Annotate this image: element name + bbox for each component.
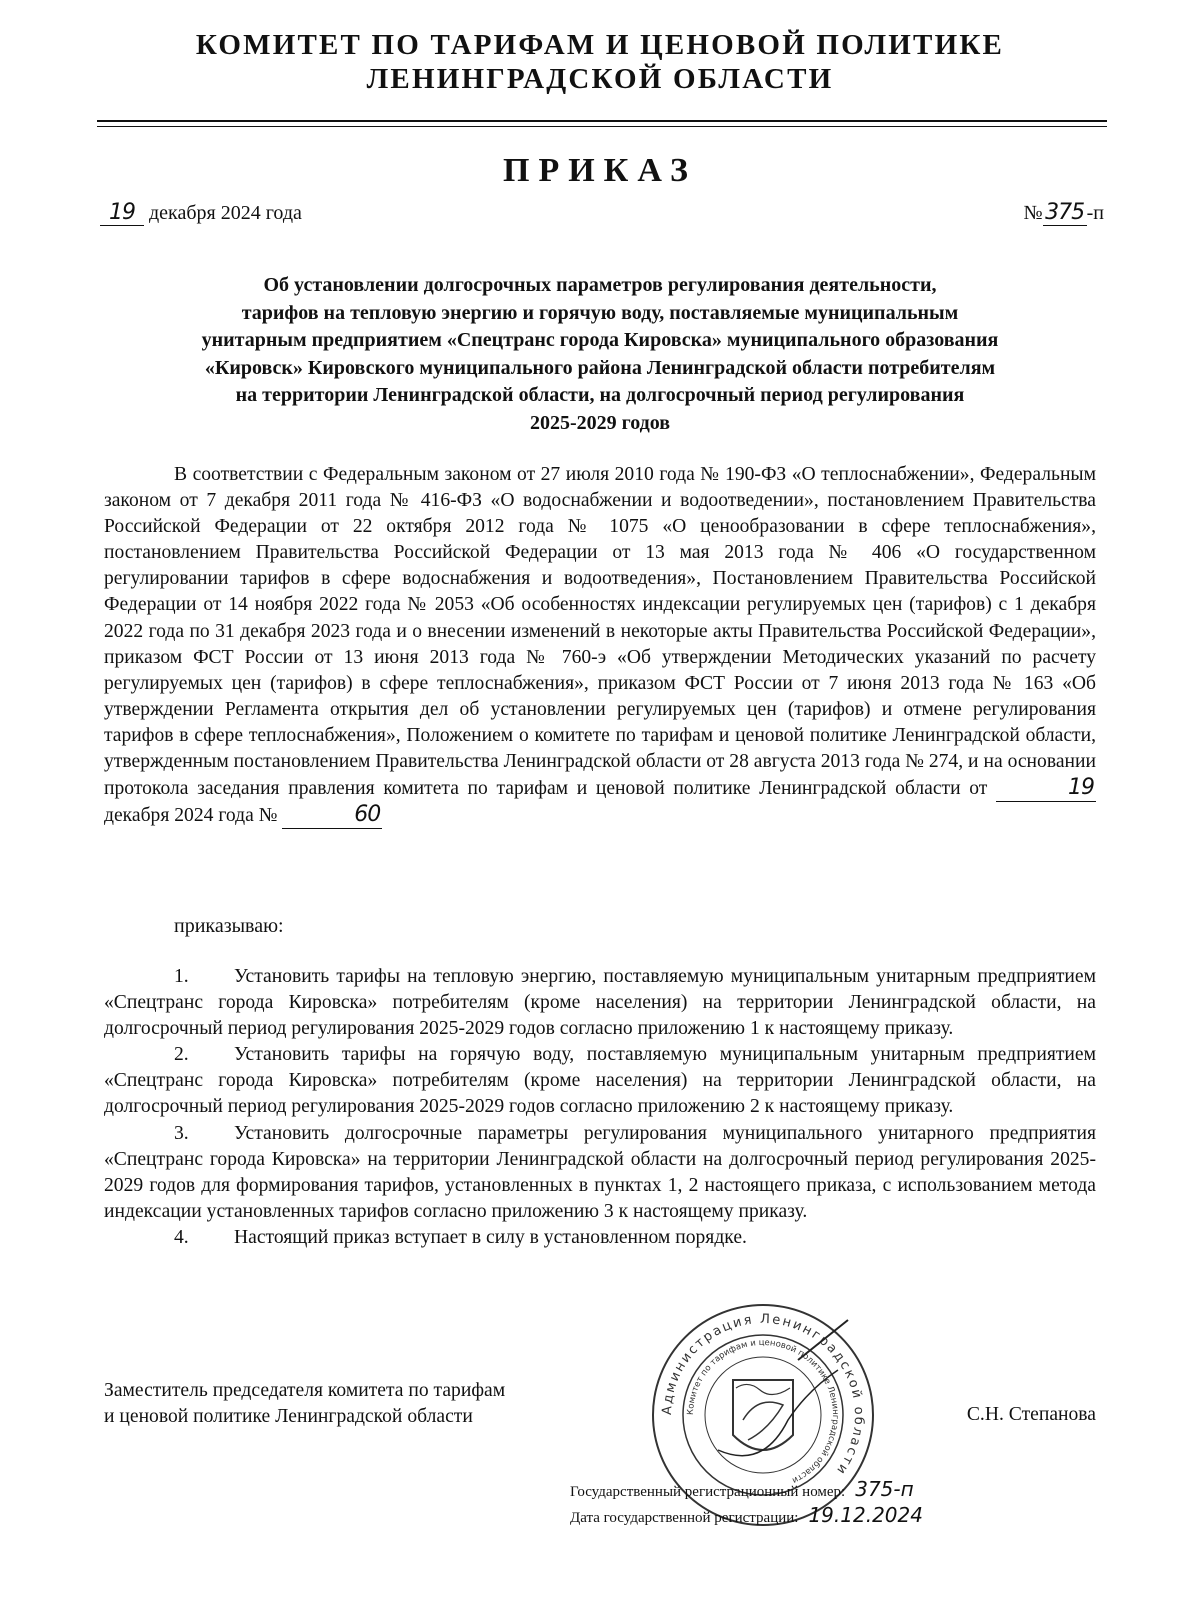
subject-line: 2025-2029 годов <box>529 411 671 434</box>
svg-text:Комитет по тарифам и ценовой п <box>686 1338 840 1485</box>
item-text: Установить долгосрочные параметры регулирования муниципального унитарного предприятия «Спецтранс города Кировска» на территории Ленинградской области на долгосрочный период регулирования 2025-2029 годов для формирования тарифов, установленных в пунктах 1, 2 настоящего приказа, с использованием метода индексации установленных тарифов согласно приложению 3 к настоящему приказу. <box>104 1122 1096 1222</box>
item-number: 2. <box>174 1044 189 1066</box>
organization-header <box>100 28 1100 96</box>
header-rule-thick <box>97 120 1107 122</box>
signatory-position <box>104 1378 505 1430</box>
item-text: Настоящий приказ вступает в силу в установленном порядке. <box>234 1226 747 1248</box>
order-date <box>100 200 302 226</box>
header-rule-thin <box>97 126 1107 127</box>
list-item <box>104 1042 1096 1120</box>
order-items <box>104 964 1096 1251</box>
preamble <box>104 462 1096 829</box>
signatory-name: С.Н. Степанова <box>966 1404 1096 1425</box>
org-line-1: КОМИТЕТ ПО ТАРИФАМ И ЦЕНОВОЙ ПОЛИТИКЕ <box>195 29 1005 61</box>
position-line-2: и ценовой политике Ленинградской области <box>104 1406 473 1427</box>
protocol-date-rest: декабря 2024 года № <box>104 805 278 827</box>
order-subject <box>130 272 1070 437</box>
list-item <box>104 964 1096 1042</box>
item-text: Установить тарифы на тепловую энергию, поставляемую муниципальным унитарным предприятием «Спецтранс города Кировска» потребителям (кроме населения) на территории Ленинградской области, на долгосрочный период регулирования 2025-2029 годов согласно приложению 1 к настоящему приказу. <box>104 966 1096 1040</box>
order-number <box>1024 200 1104 226</box>
order-word: приказываю: <box>174 915 284 937</box>
protocol-day-handwritten: 19 <box>996 775 1096 802</box>
subject-line: Об установлении долгосрочных параметров регулирования деятельности, <box>263 274 937 296</box>
stamp-inner-text: Комитет по тарифам и ценовой политике Ленинградской области <box>685 1337 841 1486</box>
registration-block <box>570 1478 923 1530</box>
subject-line: тарифов на тепловую энергию и горячую воду, поставляемые муниципальным <box>241 301 959 324</box>
date-day-handwritten: 19 <box>100 200 144 226</box>
reg-number-label: Государственный регистрационный номер: <box>570 1484 846 1500</box>
item-text: Установить тарифы на горячую воду, поставляемую муниципальным унитарным предприятием «Спецтранс города Кировска» потребителям (кроме населения) на территории Ленинградской области, на долгосрочный период регулирования 2025-2029 годов согласно приложению 2 к настоящему приказу. <box>104 1044 1096 1118</box>
document-title: ПРИКАЗ <box>503 152 697 189</box>
list-item <box>104 1121 1096 1225</box>
position-line-1: Заместитель председателя комитета по тарифам <box>104 1380 506 1401</box>
stamp-ring-text: Администрация Ленинградской области <box>659 1311 867 1479</box>
reg-number-handwritten: 375-п <box>855 1477 914 1501</box>
subject-line: унитарным предприятием «Спецтранс города Кировска» муниципального образования <box>201 329 999 351</box>
number-suffix: -п <box>1086 202 1104 224</box>
list-item <box>104 1225 1096 1251</box>
number-prefix: № <box>1023 202 1043 224</box>
number-handwritten: 375 <box>1043 200 1087 226</box>
subject-line: на территории Ленинградской области, на долгосрочный период регулирования <box>235 384 965 406</box>
reg-date-label: Дата государственной регистрации: <box>570 1510 799 1526</box>
subject-line: «Кировск» Кировского муниципального района Ленинградской области потребителям <box>204 356 996 379</box>
item-number: 3. <box>174 1122 189 1144</box>
item-number: 1. <box>174 966 189 987</box>
item-number: 4. <box>174 1226 189 1248</box>
date-rest: декабря 2024 года <box>149 202 302 224</box>
preamble-text: В соответствии с Федеральным законом от 27 июля 2010 года № 190-ФЗ «О теплоснабжении», Федеральным законом от 7 декабря 2011 года № 416-ФЗ «О водоснабжении и водоотведении», постановлением Правительства Российской Федерации от 22 октября 2012 года № 1075 «О ценообразовании в сфере теплоснабжения», постановлением Правительства Российской Федерации от 13 мая 2013 года № 406 «О государственном регулировании тарифов в сфере водоснабжения и водоотведения», Постановлением Правительства Российской Федерации от 14 ноября 2022 года № 2053 «Об особенностях индексации регулируемых цен (тарифов) с 1 декабря 2022 года по 31 декабря 2023 года и о внесении изменений в некоторые акты Правительства Российской Федерации», приказом ФСТ России от 13 июня 2013 года № 760-э «Об утверждении Методических указаний по расчету регулируемых цен (тарифов) в сфере теплоснабжения», приказом ФСТ России от 7 июня 2013 года № 163 «Об утверждении Регламента открытия дел об установлении регулируемых цен (тарифов) и отмене регулирования тарифов в сфере теплоснабжения», Положением о комитете по тарифам и ценовой политике Ленинградской области, утвержденным постановлением Правительства Ленинградской области от 28 августа 2013 года № 274, и на основании протокола заседания правления комитета по тарифам и ценовой политике Ленинградской области от <box>104 464 1096 800</box>
org-line-2: ЛЕНИНГРАДСКОЙ ОБЛАСТИ <box>366 63 834 95</box>
reg-date-handwritten: 19.12.2024 <box>808 1503 923 1527</box>
protocol-number-handwritten: 60 <box>282 802 382 829</box>
